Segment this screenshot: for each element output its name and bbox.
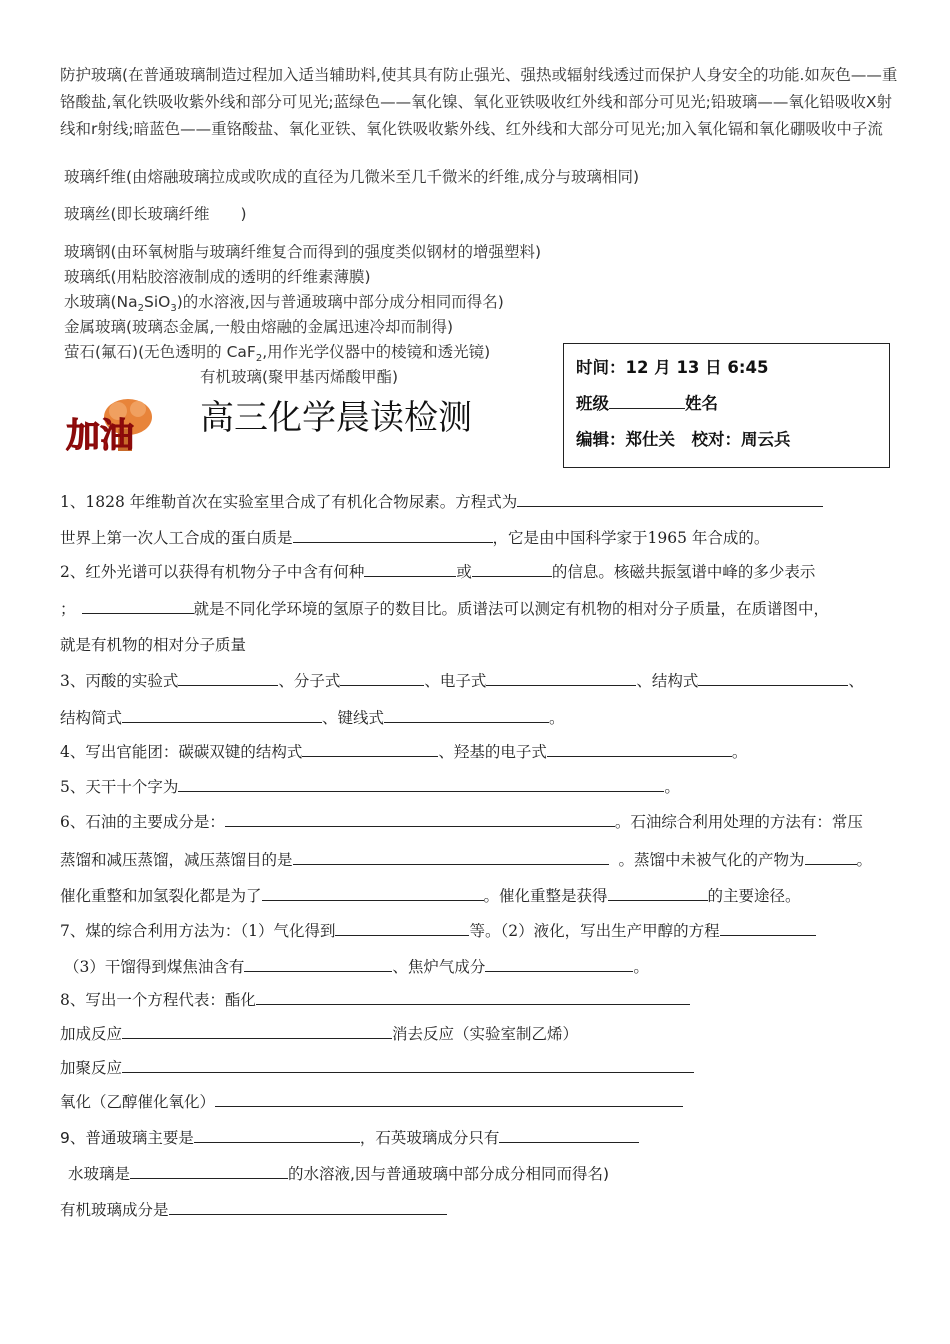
q7-blank4[interactable] <box>485 956 633 972</box>
q1-blank1[interactable] <box>517 491 823 507</box>
q2-line3: 就是有机物的相对分子质量 <box>60 636 247 654</box>
q8-line4: 氧化（乙醇催化氧化） <box>60 1090 683 1112</box>
q4-blank2[interactable] <box>547 741 732 757</box>
q9-line3: 有机玻璃成分是 <box>60 1198 447 1220</box>
q9-blank4[interactable] <box>169 1199 447 1215</box>
q8-blank1[interactable] <box>256 989 690 1005</box>
q8-blank3[interactable] <box>122 1057 694 1073</box>
q4-line: 4、写出官能团：碳碳双键的结构式 、羟基的电子式 。 <box>60 743 748 761</box>
intro-fiberglass-steel: 玻璃钢(由环氧树脂与玻璃纤维复合而得到的强度类似钢材的增强塑料) <box>64 243 542 261</box>
q2-line1: 2、红外光谱可以获得有机物分子中含有何种 或 的信息。核磁共振氢谱中峰的多少表示 <box>60 563 816 581</box>
q1-line2: 世界上第一次人工合成的蛋白质是 ，它是由中国科学家于1965 年合成的。 <box>60 529 770 547</box>
intro-protective-glass: 防护玻璃(在普通玻璃制造过程加入适当辅助料,使其具有防止强光、强热或辐射线透过而保护人身安全的功能.如灰色——重铬酸盐,氧化铁吸收紫外线和部分可见光;蓝绿色——氧化镍、氧化亚铁吸收红外线和部分可见光;铅玻璃——氧化铅吸收X射线和r射线;暗蓝色——重铬酸盐、氧化亚铁、氧化铁吸收紫外线、红外线和大部分可见光;加入氧化镉和氧化硼吸收中子流 <box>60 66 898 138</box>
q1-line1: 1、1828 年维勒首次在实验室里合成了有机化合物尿素。方程式为 <box>60 490 823 512</box>
intro-glass-paper: 玻璃纸(用粘胶溶液制成的透明的纤维素薄膜) <box>64 268 371 286</box>
q9-blank2[interactable] <box>499 1127 639 1143</box>
q3-line1: 3、丙酸的实验式 、分子式 、电子式 、结构式 、 <box>60 672 864 690</box>
intro-glass-fiber: 玻璃纤维(由熔融玻璃拉成或吹成的直径为几微米至几千微米的纤维,成分与玻璃相同) <box>64 168 640 186</box>
q8-blank2[interactable] <box>122 1023 392 1039</box>
q9-line2: 水玻璃是 的水溶液,因与普通玻璃中部分成分相同而得名) <box>68 1165 609 1183</box>
info-box <box>563 343 890 468</box>
q5-line: 5、天干十个字为 。 <box>60 778 680 796</box>
q8-line1: 8、写出一个方程代表：酯化 <box>60 988 690 1010</box>
q3-blank4[interactable] <box>698 670 848 686</box>
q3-blank3[interactable] <box>486 670 636 686</box>
q7-line1: 7、煤的综合利用方法为：（1）气化得到 等。（2）液化，写出生产甲醇的方程 <box>60 919 816 941</box>
q2-blank1[interactable] <box>364 561 456 577</box>
info-editor: 编辑：郑仕关 校对：周云兵 <box>576 430 791 449</box>
q8-line3: 加聚反应 <box>60 1056 694 1078</box>
q6-blank4[interactable] <box>262 885 484 901</box>
q6-line3: 催化重整和加氢裂化都是为了 。催化重整是获得 的主要途径。 <box>60 887 801 905</box>
jiayou-logo-icon <box>62 395 172 457</box>
info-class-name: 班级 姓名 <box>576 394 718 413</box>
q5-blank[interactable] <box>178 776 664 792</box>
q7-blank1[interactable] <box>335 920 469 936</box>
intro-organic-glass: 有机玻璃(聚甲基丙烯酸甲酯) <box>200 368 399 386</box>
q6-line1: 6、石油的主要成分是： 。石油综合利用处理的方法有：常压 <box>60 813 863 831</box>
q6-blank1[interactable] <box>225 811 615 827</box>
q6-blank5[interactable] <box>608 885 708 901</box>
intro-glass-wire: 玻璃丝(即长玻璃纤维 ) <box>64 205 247 223</box>
q8-line2: 加成反应 消去反应（实验室制乙烯） <box>60 1025 579 1043</box>
q7-line2: （3）干馏得到煤焦油含有 、焦炉气成分 。 <box>64 958 649 976</box>
info-time: 时间：12 月 13 日 6:45 <box>576 358 769 377</box>
q2-blank2[interactable] <box>472 561 552 577</box>
q9-line1: 9、普通玻璃主要是 ，石英玻璃成分只有 <box>60 1126 639 1148</box>
q3-blank5[interactable] <box>122 707 322 723</box>
class-blank[interactable] <box>609 393 685 409</box>
q3-blank2[interactable] <box>340 670 424 686</box>
intro-metal-glass: 金属玻璃(玻璃态金属,一般由熔融的金属迅速冷却而制得) <box>64 318 454 336</box>
logo-text: 加油 <box>66 416 134 456</box>
q6-line2: 蒸馏和减压蒸馏，减压蒸馏目的是 。蒸馏中未被气化的产物为 。 <box>60 851 873 869</box>
page-title: 高三化学晨读检测 <box>200 398 472 438</box>
q1-blank2[interactable] <box>293 527 493 543</box>
q6-blank2[interactable] <box>293 849 609 865</box>
q9-blank1[interactable] <box>194 1127 360 1143</box>
q6-blank3[interactable] <box>805 849 857 865</box>
intro-water-glass: 水玻璃$(Na_2SiO_3)$的水溶液,因与普通玻璃中部分成分相同而得名) <box>64 293 504 315</box>
q7-blank2[interactable] <box>720 920 816 936</box>
q7-blank3[interactable] <box>244 956 392 972</box>
q9-blank3[interactable] <box>130 1163 288 1179</box>
q3-line2: 结构简式 、键线式 。 <box>60 709 565 727</box>
q8-blank4[interactable] <box>215 1091 683 1107</box>
q2-blank3[interactable] <box>82 598 194 614</box>
q3-blank1[interactable] <box>178 670 278 686</box>
intro-fluorite: 萤石(氟石)(无色透明的 CaF$_2$,用作光学仪器中的棱镜和透光镜) <box>64 343 491 365</box>
q2-line2: ； 就是不同化学环境的氢原子的数目比。质谱法可以测定有机物的相对分子质量，在质谱图中， <box>60 600 830 618</box>
q4-blank1[interactable] <box>302 741 438 757</box>
q3-blank6[interactable] <box>384 707 549 723</box>
